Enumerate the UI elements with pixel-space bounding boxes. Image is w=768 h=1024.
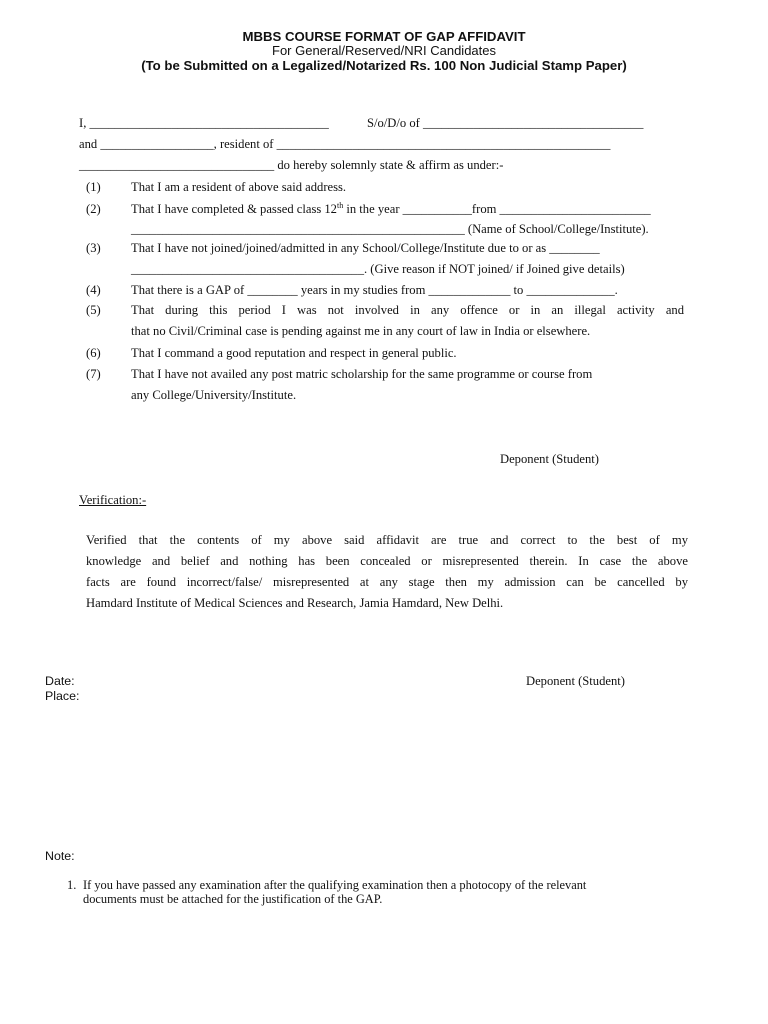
verification-line: Verified that the contents of my above said affidavit are true and correct to the best of my xyxy=(86,533,688,547)
document-title: MBBS COURSE FORMAT OF GAP AFFIDAVIT xyxy=(242,29,526,44)
clause-text xyxy=(131,202,651,217)
clause-text: That I am a resident of above said address. xyxy=(131,180,347,194)
clause-text: _____________________________________________________ (Name of School/College/Institute). xyxy=(131,222,649,236)
clause-number: (3) xyxy=(86,241,101,255)
verification-heading: Verification:- xyxy=(79,493,147,507)
note-label: Note: xyxy=(45,849,75,863)
declaration-affirm-line: _______________________________ do hereby solemnly state & affirm as under:- xyxy=(79,158,504,172)
clause-number: (2) xyxy=(86,202,101,216)
place-label: Place: xyxy=(45,689,80,703)
stamp-paper-instruction: (To be Submitted on a Legalized/Notarized Rs. 100 Non Judicial Stamp Paper) xyxy=(141,58,627,73)
clause-text: any College/University/Institute. xyxy=(131,388,297,402)
declaration-residence-line: and __________________, resident of _____________________________________________________ xyxy=(79,137,611,151)
clause-text: That during this period I was not involved in any offence or in an illegal activity and xyxy=(131,303,684,317)
superscript-th: th xyxy=(336,201,344,210)
clause-text: That I have not availed any post matric scholarship for the same programme or course from xyxy=(131,367,593,381)
clause-text: that no Civil/Criminal case is pending against me in any court of law in India or elsewhere. xyxy=(131,324,591,338)
clause-text: That there is a GAP of ________ years in my studies from _____________ to ______________. xyxy=(131,283,618,297)
clause-number: (5) xyxy=(86,303,101,317)
verification-line: knowledge and belief and nothing has been concealed or misrepresented therein. In case the above xyxy=(86,554,688,568)
clause-number: (6) xyxy=(86,346,101,360)
verification-line: Hamdard Institute of Medical Sciences and Research, Jamia Hamdard, New Delhi. xyxy=(86,596,504,610)
declaration-name-blank: I, ______________________________________ xyxy=(79,116,329,130)
clause-number: (1) xyxy=(86,180,101,194)
clause-text: That I command a good reputation and respect in general public. xyxy=(131,346,457,360)
date-label: Date: xyxy=(45,674,75,688)
deponent-signature-label: Deponent (Student) xyxy=(526,674,625,688)
clause-number: (4) xyxy=(86,283,101,297)
note-item-number: 1. xyxy=(67,878,77,892)
note-item-text: documents must be attached for the justification of the GAP. xyxy=(83,892,383,906)
deponent-signature-label: Deponent (Student) xyxy=(500,452,599,466)
declaration-parent-blank: S/o/D/o of ___________________________________ xyxy=(367,116,644,130)
verification-line: facts are found incorrect/false/ misrepresented at any stage then my admission can be cancelled by xyxy=(86,575,688,589)
clause-number: (7) xyxy=(86,367,101,381)
document-subtitle: For General/Reserved/NRI Candidates xyxy=(272,43,496,58)
clause-text: That I have not joined/joined/admitted in any School/College/Institute due to or as ________ xyxy=(131,241,600,255)
clause-text: _____________________________________. (Give reason if NOT joined/ if Joined give details) xyxy=(131,262,625,276)
clause-text-part: That I have completed & passed class 12 xyxy=(131,202,337,216)
clause-text-part: in the year ___________from ________________________ xyxy=(343,202,651,216)
note-item-text: If you have passed any examination after the qualifying examination then a photocopy of the relevant xyxy=(83,878,587,892)
